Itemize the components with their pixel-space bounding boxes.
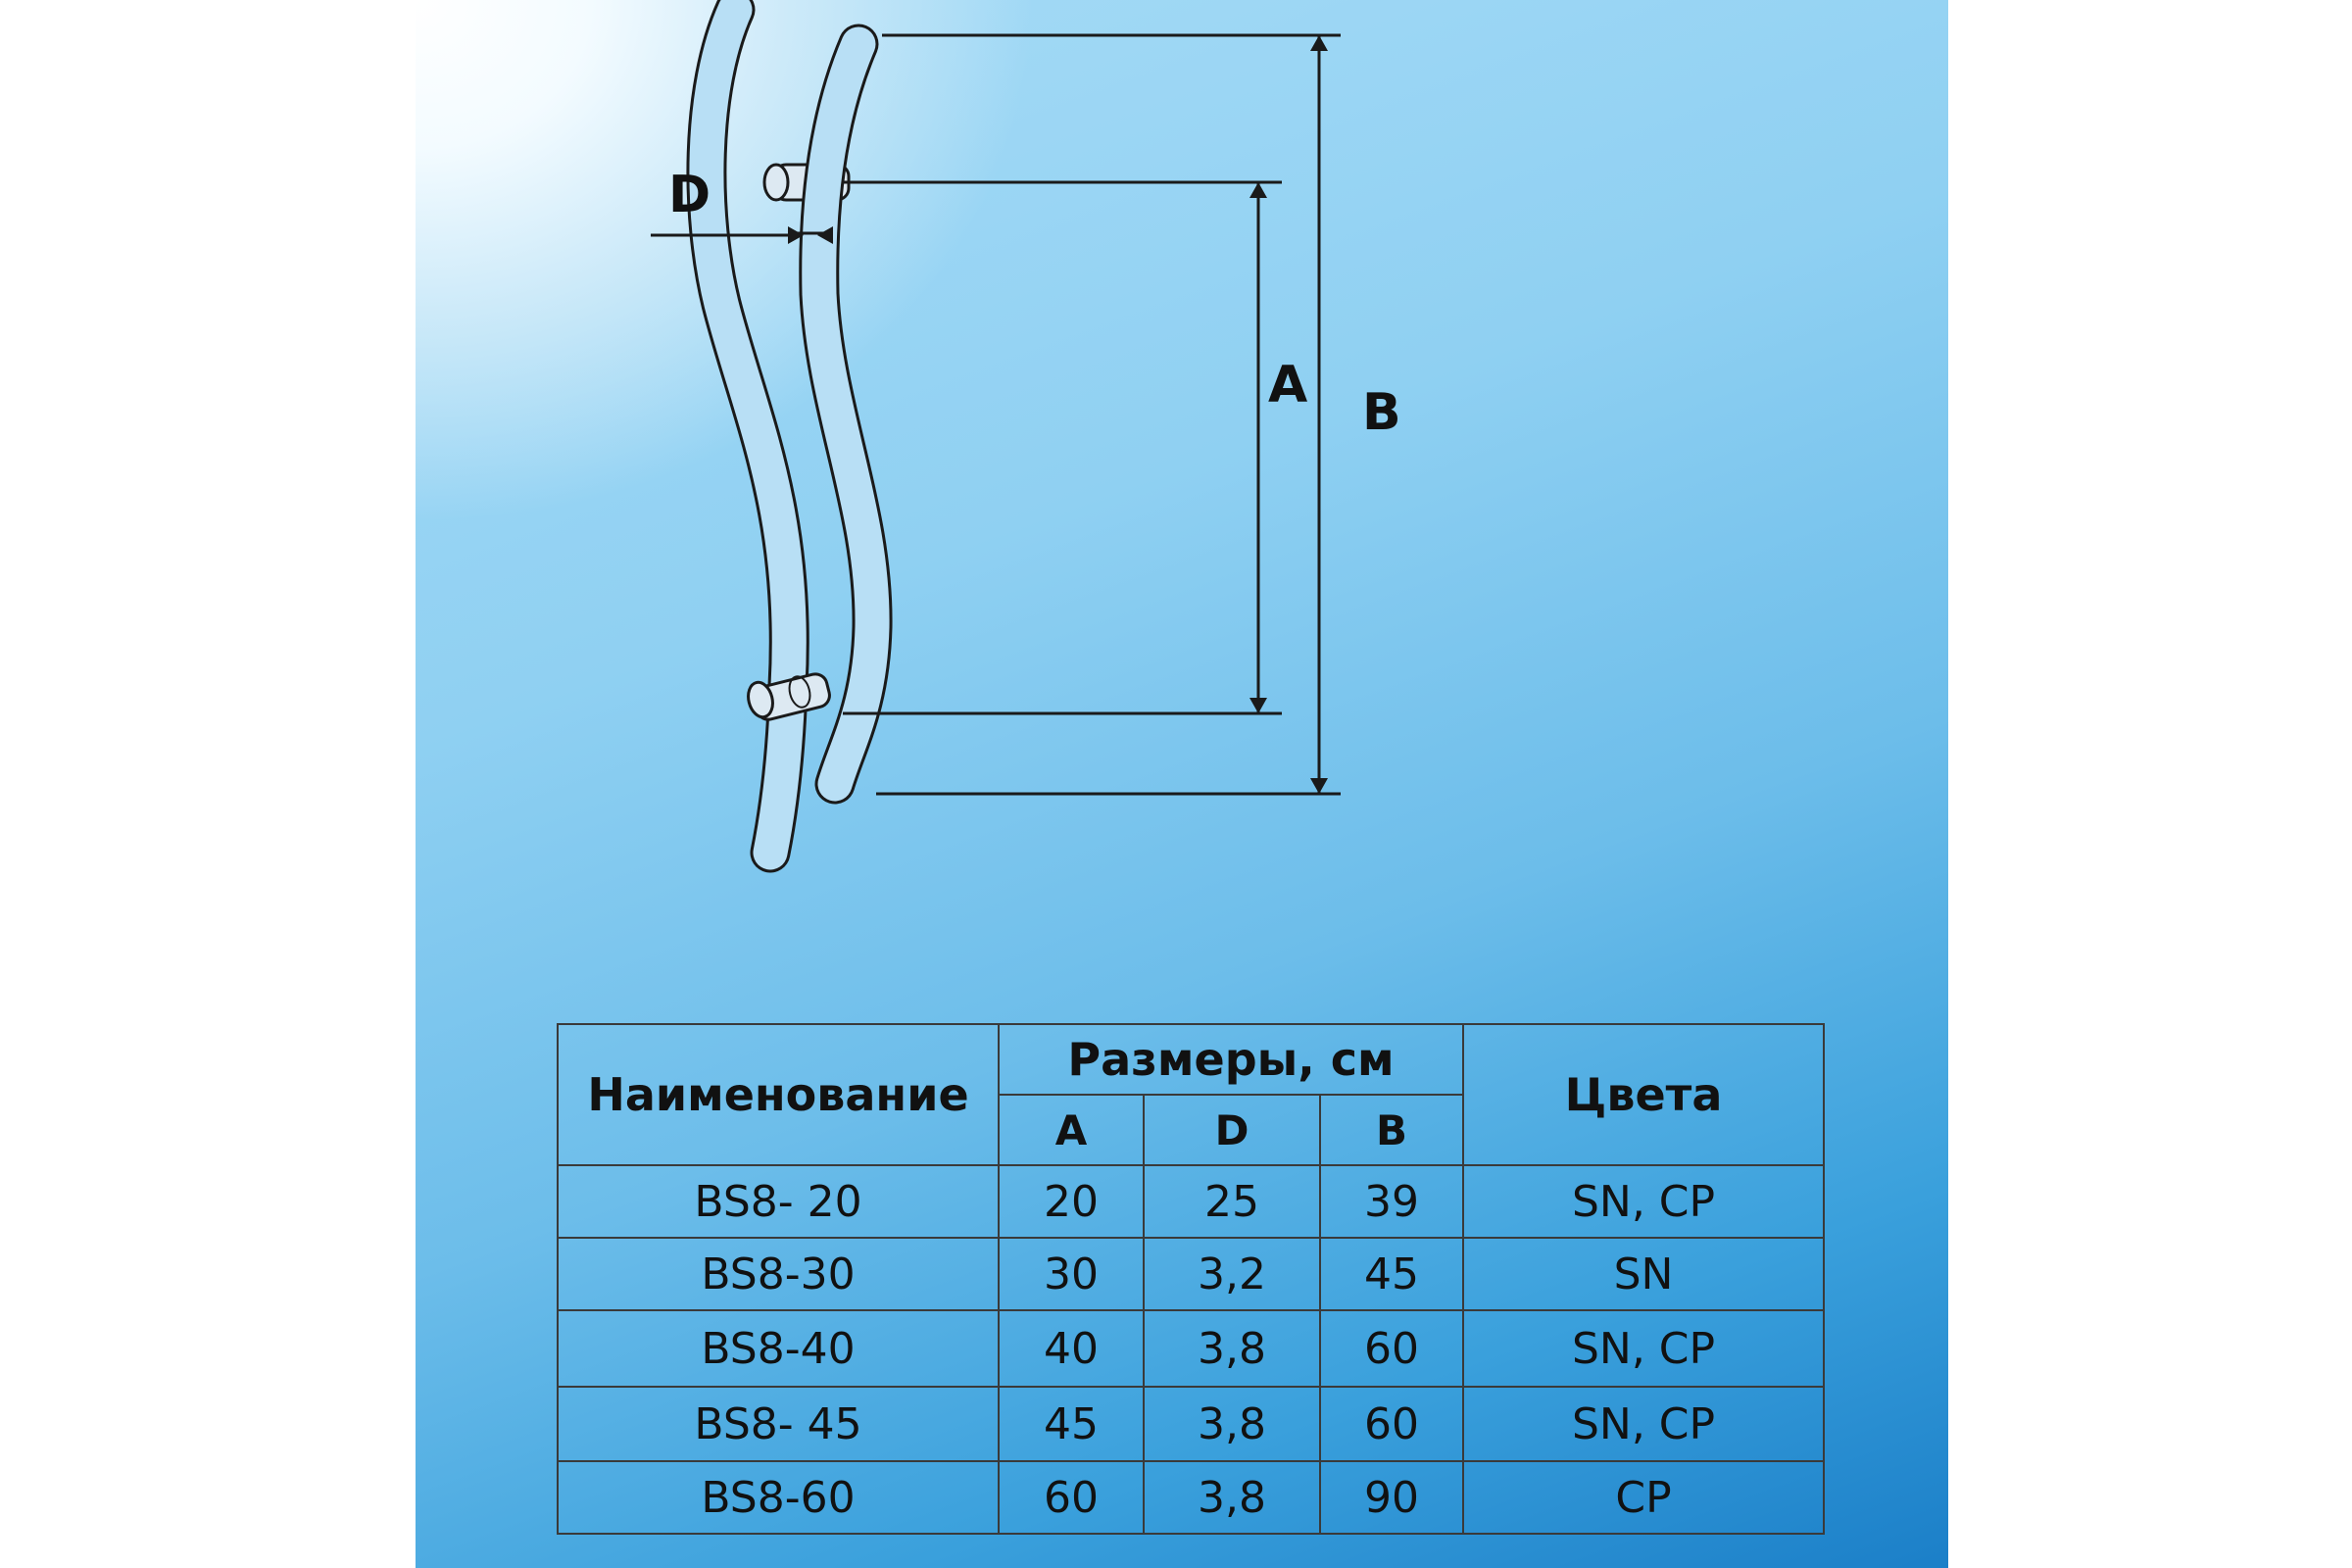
cell-a: 60	[999, 1461, 1144, 1534]
table-row	[558, 1310, 1824, 1387]
product-sheet-panel	[416, 0, 1948, 1568]
cell-d: 25	[1144, 1165, 1320, 1238]
header-d: D	[1144, 1095, 1320, 1165]
cell-colors: SN, CP	[1463, 1387, 1824, 1461]
cell-d: 3,8	[1144, 1461, 1320, 1534]
dimension-a	[843, 182, 1282, 713]
cell-d: 3,8	[1144, 1310, 1320, 1387]
label-a: A	[1268, 356, 1308, 415]
cell-colors: CP	[1463, 1461, 1824, 1534]
cell-name: BS8-60	[558, 1461, 999, 1534]
cell-a: 20	[999, 1165, 1144, 1238]
cell-a: 40	[999, 1310, 1144, 1387]
cell-colors: SN	[1463, 1238, 1824, 1310]
table-row	[558, 1387, 1824, 1461]
table-row	[558, 1165, 1824, 1238]
handle-drawing	[416, 0, 1948, 941]
cell-name: BS8-40	[558, 1310, 999, 1387]
header-colors: Цвета	[1463, 1024, 1824, 1165]
cell-colors: SN, CP	[1463, 1165, 1824, 1238]
cell-b: 45	[1320, 1238, 1463, 1310]
cell-b: 60	[1320, 1310, 1463, 1387]
bottom-standoff	[745, 671, 832, 721]
table-row	[558, 1461, 1824, 1534]
header-dimensions: Размеры, см	[999, 1024, 1463, 1095]
cell-d: 3,2	[1144, 1238, 1320, 1310]
header-name: Наименование	[558, 1024, 999, 1165]
cell-b: 90	[1320, 1461, 1463, 1534]
cell-name: BS8- 20	[558, 1165, 999, 1238]
dimension-b	[876, 35, 1341, 794]
cell-name: BS8- 45	[558, 1387, 999, 1461]
cell-a: 30	[999, 1238, 1144, 1310]
cell-a: 45	[999, 1387, 1144, 1461]
header-b: B	[1320, 1095, 1463, 1165]
table-row	[558, 1238, 1824, 1310]
spec-table	[557, 1023, 1825, 1535]
header-a: A	[999, 1095, 1144, 1165]
label-d: D	[668, 166, 711, 224]
cell-name: BS8-30	[558, 1238, 999, 1310]
cell-colors: SN, CP	[1463, 1310, 1824, 1387]
cell-b: 60	[1320, 1387, 1463, 1461]
cell-d: 3,8	[1144, 1387, 1320, 1461]
label-b: B	[1362, 383, 1401, 442]
cell-b: 39	[1320, 1165, 1463, 1238]
